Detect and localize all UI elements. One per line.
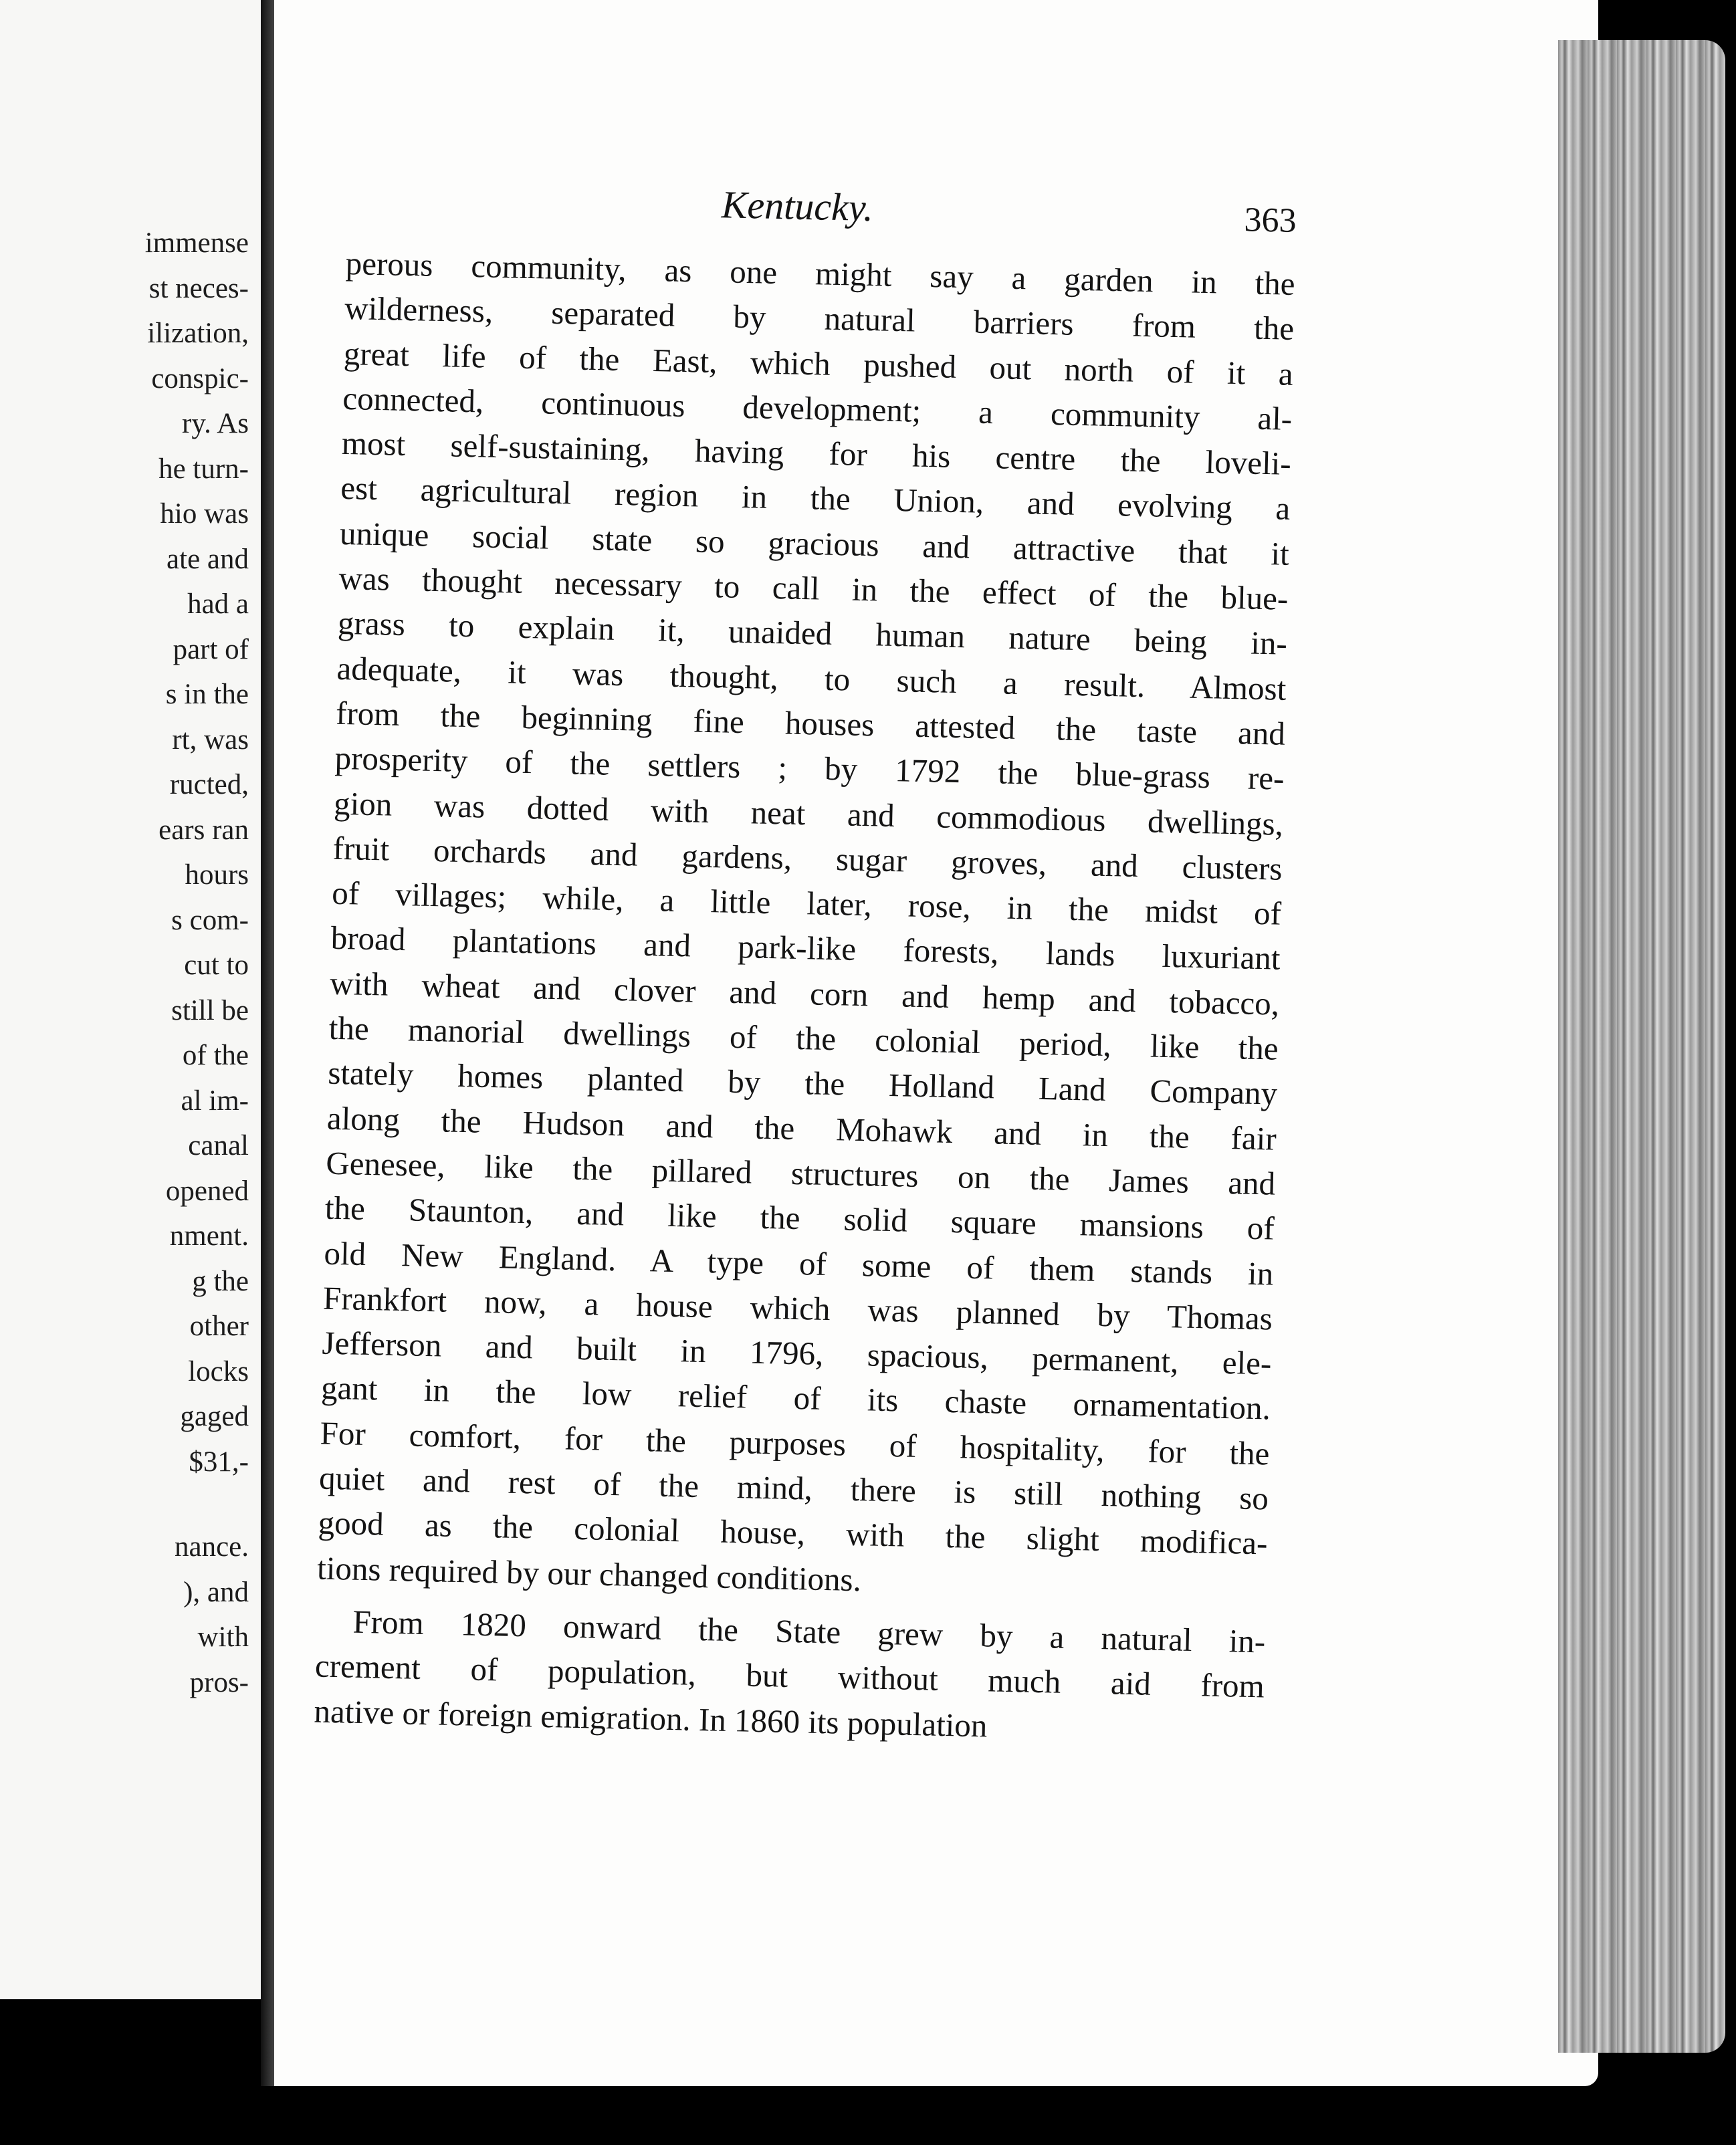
left-page-line: of the [182, 1040, 249, 1071]
text-line: stately homes planted by the Holland Land Company [327, 1054, 1278, 1112]
text-line: the Staunton, and like the solid square mansions of [324, 1189, 1275, 1247]
left-page-line: pros- [189, 1666, 249, 1698]
left-page-line: immense [144, 227, 249, 259]
page-edges [1558, 40, 1725, 2053]
left-page-line: gaged [180, 1401, 249, 1432]
text-line: grass to explain it, unaided human nature being in- [337, 604, 1288, 663]
left-page-line: with [197, 1621, 249, 1653]
text-line: was thought necessary to call in the effect of the blue- [338, 559, 1289, 617]
left-page-line: ), and [183, 1576, 249, 1608]
left-page-line: had a [187, 588, 249, 620]
left-page-line: nance. [174, 1531, 249, 1563]
text-line: wilderness, separated by natural barriers from the [344, 290, 1295, 348]
text-line: most self-sustaining, having for his centre the loveli- [341, 425, 1292, 483]
left-page-line: $31,- [189, 1446, 249, 1478]
text-line: the manorial dwellings of the colonial period, like the [328, 1009, 1279, 1067]
left-page-line: s in the [165, 679, 249, 710]
text-line: native or foreign emigration. In 1860 its population [314, 1692, 988, 1744]
left-page-line: st neces- [148, 272, 249, 304]
left-page-line: al im- [181, 1085, 249, 1117]
left-page-line: s com- [171, 904, 249, 936]
text-line: For comfort, for the purposes of hospitality, for the [320, 1414, 1270, 1472]
left-page-line: g the [192, 1265, 249, 1297]
page-number: 363 [1243, 201, 1297, 240]
left-page-line: conspic- [151, 362, 249, 394]
text-line: from the beginning fine houses attested the taste and [335, 694, 1286, 752]
running-title: Kentucky. [721, 183, 874, 230]
left-page-line: ructed, [169, 769, 249, 800]
left-page-line: ears ran [158, 814, 249, 846]
text-line: crement of population, but without much aid from [314, 1647, 1265, 1705]
left-page-line: ate and [167, 543, 249, 575]
left-page-line: rt, was [172, 723, 249, 756]
right-page [274, 0, 1598, 2086]
left-page-line: hio was [160, 498, 249, 530]
left-page [0, 0, 266, 1999]
text-line: broad plantations and park-like forests, lands luxuriant [330, 919, 1281, 978]
text-line: unique social state so gracious and attractive that it [339, 514, 1290, 572]
text-line: of villages; while, a little later, rose, in the midst of [331, 874, 1282, 932]
text-line: Genesee, like the pillared structures on the James and [325, 1144, 1276, 1202]
left-page-line: he turn- [158, 453, 249, 485]
left-page-line: ilization, [147, 318, 249, 349]
left-page-line: part of [173, 633, 249, 665]
text-line: Jefferson and built in 1796, spacious, permanent, ele- [322, 1324, 1272, 1382]
left-page-line [8, 1484, 249, 1525]
left-page-line: other [189, 1311, 249, 1342]
left-page-line: nment. [169, 1220, 249, 1252]
text-line: with wheat and clover and corn and hemp and tobacco, [329, 964, 1280, 1022]
page-text-block [314, 167, 1297, 1754]
left-page-line: still be [171, 994, 249, 1026]
text-line: quiet and rest of the mind, there is still nothing so [318, 1459, 1269, 1517]
text-line: gant in the low relief of its chaste ornamentation. [320, 1369, 1271, 1427]
text-line: along the Hudson and the Mohawk and in the fair [326, 1099, 1277, 1157]
left-page-line: ry. As [182, 408, 249, 439]
left-page-text [8, 221, 249, 1705]
text-line: tions required by our changed conditions. [316, 1549, 862, 1598]
left-page-line: locks [188, 1355, 249, 1387]
text-line: adequate, it was thought, to such a result. Almost [336, 649, 1287, 707]
bottom-shadow [0, 2086, 1736, 2145]
left-page-line: hours [185, 859, 249, 891]
left-page-line: cut to [184, 949, 249, 981]
paragraph-2 [314, 1598, 1266, 1754]
text-line: perous community, as one might say a garden in the [345, 244, 1296, 302]
left-page-line: opened [165, 1175, 249, 1207]
text-line: connected, continuous development; a community al- [342, 379, 1293, 437]
left-page-line: canal [188, 1130, 249, 1161]
text-line: prosperity of the settlers ; by 1792 the blue-grass re- [334, 740, 1285, 798]
text-line: fruit orchards and gardens, sugar groves, and clusters [332, 829, 1283, 887]
text-line: est agricultural region in the Union, and evolving a [340, 469, 1291, 528]
text-line: old New England. A type of some of them stands in [323, 1234, 1274, 1292]
text-line: From 1820 onward the State grew by a natural in- [352, 1603, 1266, 1660]
text-line: Frankfort now, a house which was planned by Thomas [322, 1279, 1273, 1337]
text-line: good as the colonial house, with the slight modifica- [318, 1504, 1269, 1562]
text-line: great life of the East, which pushed out north of it a [343, 334, 1294, 392]
paragraph-1 [317, 241, 1296, 1611]
text-line: gion was dotted with neat and commodious dwellings, [333, 784, 1284, 842]
